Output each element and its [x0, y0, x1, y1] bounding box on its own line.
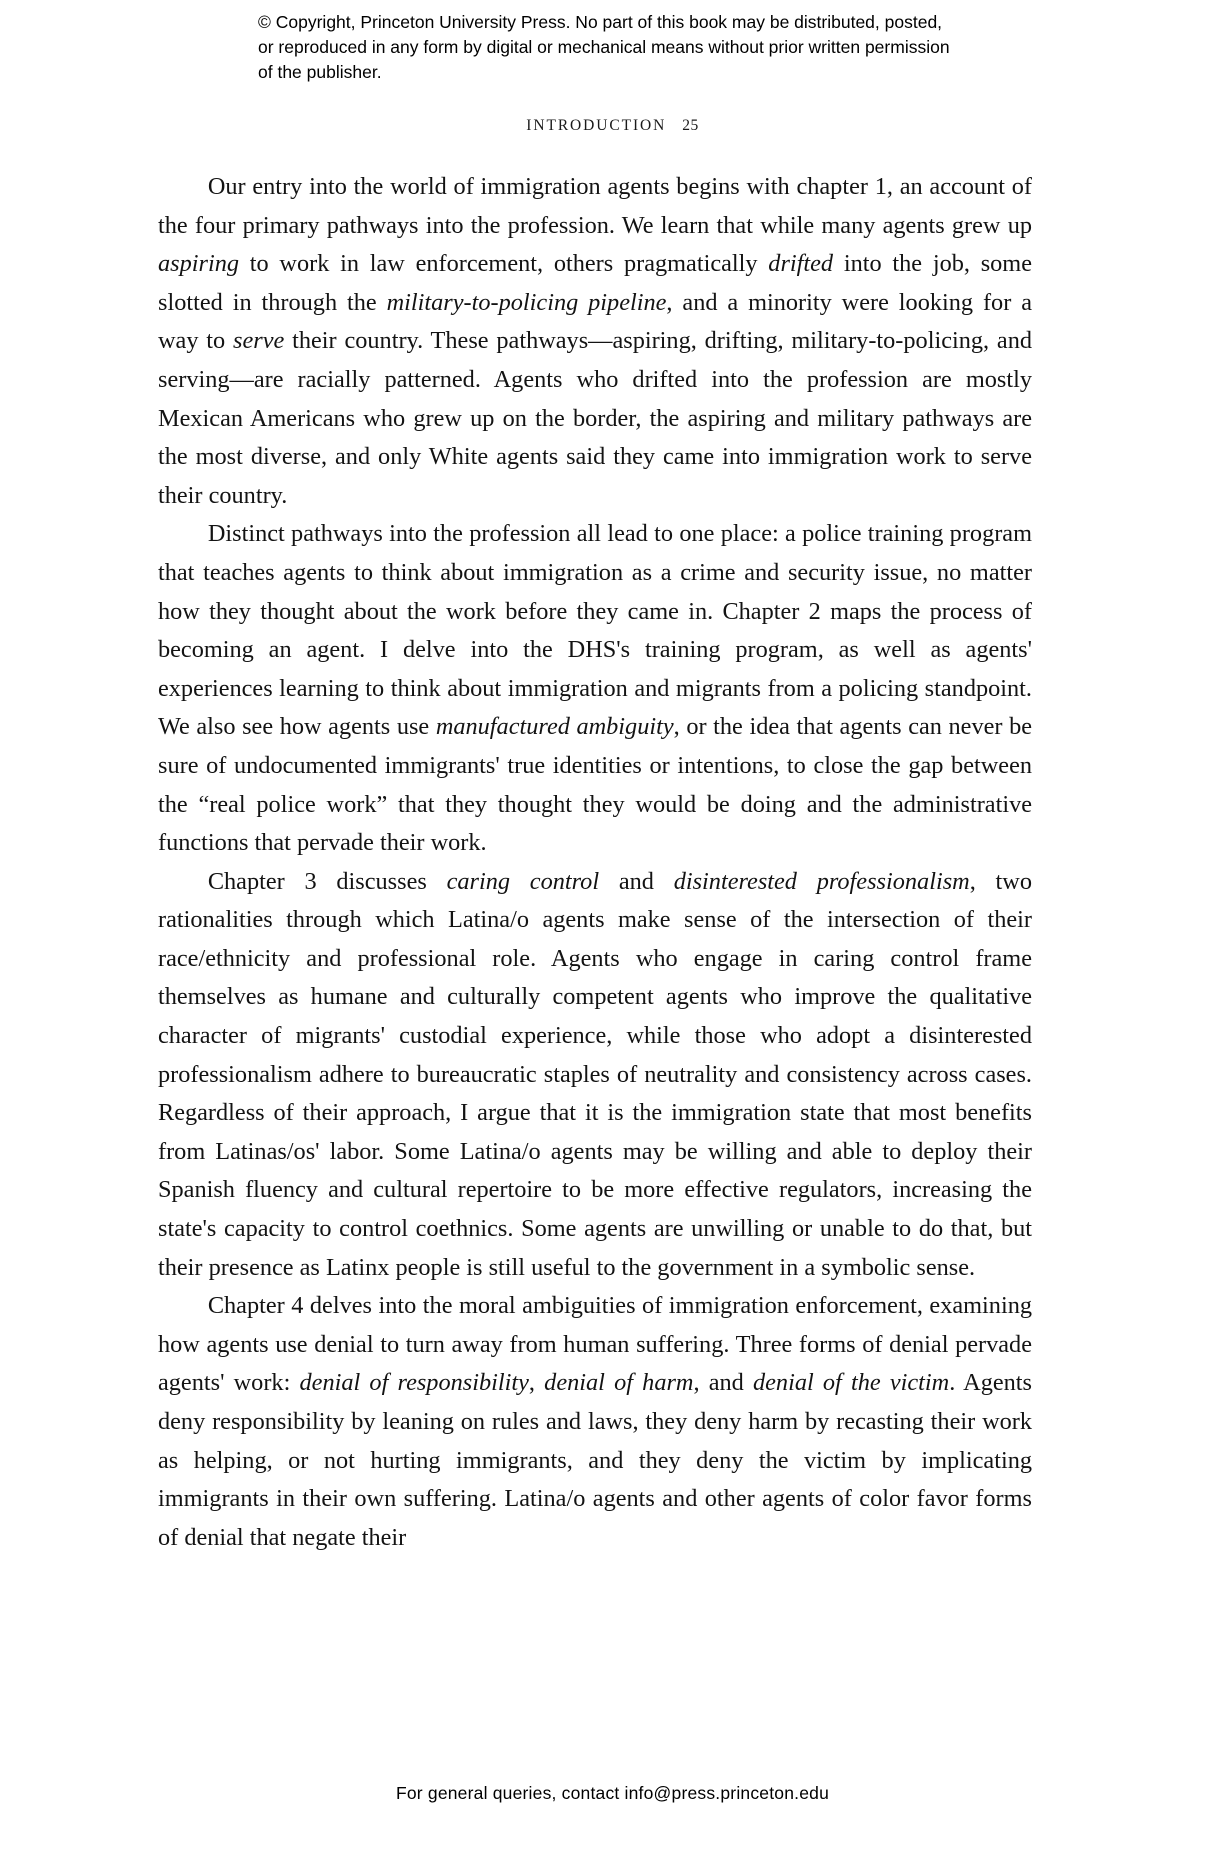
- running-head-label: INTRODUCTION: [526, 117, 667, 134]
- emphasis-text: denial of the victim: [753, 1369, 950, 1397]
- emphasis-text: caring control: [446, 867, 600, 895]
- paragraph: Chapter 3 discusses caring control and disinterested professionalism, two rationalities through which Latina/o agents make sense of the intersection of their race/ethnicity and professional role. Agents who engage in caring control frame themselves as humane and culturally competent agents who improve the qualitative character of migrants' custodial experience, while those who adopt a disinterested professionalism adhere to bureaucratic staples of neutrality and consistency across cases. Regardless of their approach, I argue that it is the immigration state that most benefits from Latinas/os' labor. Some Latina/o agents may be willing and able to deploy their Spanish fluency and cultural repertoire to be more effective regulators, increasing the state's capacity to control coethnics. Some agents are unwilling or unable to do that, but their presence as Latinx people is still useful to the government in a symbolic sense.: [158, 867, 1032, 1281]
- copyright-notice: © Copyright, Princeton University Press. No part of this book may be distributed, posted, or reproduced in any form by digital or mechanical means without prior written permission of the publisher.: [258, 12, 950, 82]
- running-head: [0, 117, 1225, 135]
- emphasis-text: aspiring: [158, 250, 240, 278]
- emphasis-text: drifted: [768, 250, 834, 278]
- footer-queries-text: For general queries, contact info@press.princeton.edu: [395, 1783, 830, 1803]
- emphasis-text: manufactured ambiguity: [435, 713, 674, 741]
- page-number: 25: [682, 117, 699, 134]
- emphasis-text: military-to-policing pipeline: [386, 288, 667, 316]
- body-text: [158, 168, 1032, 1557]
- paragraph: Chapter 4 delves into the moral ambiguities of immigration enforcement, examining how agents use denial to turn away from human suffering. Three forms of denial pervade agents' work: denial of responsibility, denial of harm, and denial of the victim. Agents deny responsibility by leaning on rules and laws, they deny harm by recasting their work as helping, or not hurting immigrants, and they deny the victim by implicating immigrants in their own suffering. Latina/o agents and other agents of color favor forms of denial that negate their: [158, 1292, 1032, 1551]
- emphasis-text: disinterested professionalism: [673, 867, 970, 895]
- emphasis-text: denial of harm: [544, 1369, 694, 1397]
- emphasis-text: denial of responsibility: [299, 1369, 529, 1397]
- paragraph: Our entry into the world of immigration agents begins with chapter 1, an account of the four primary pathways into the profession. We learn that while many agents grew up aspiring to work in law enforcement, others pragmatically drifted into the job, some slotted in through the military-to-policing pipeline, and a minority were looking for a way to serve their country. These pathways—aspiring, drifting, military-to-policing, and serving—are racially patterned. Agents who drifted into the profession are mostly Mexican Americans who grew up on the border, the aspiring and military pathways are the most diverse, and only White agents said they came into immigration work to serve their country.: [158, 173, 1033, 509]
- paragraph: Distinct pathways into the profession all lead to one place: a police training program that teaches agents to think about immigration as a crime and security issue, no matter how they thought about the work before they came in. Chapter 2 maps the process of becoming an agent. I delve into the DHS's training program, as well as agents' experiences learning to think about immigration and migrants from a policing standpoint. We also see how agents use manufactured ambiguity, or the idea that agents can never be sure of undocumented immigrants' true identities or intentions, to close the gap between the “real police work” that they thought they would be doing and the administrative functions that pervade their work.: [158, 520, 1032, 857]
- emphasis-text: serve: [233, 327, 285, 355]
